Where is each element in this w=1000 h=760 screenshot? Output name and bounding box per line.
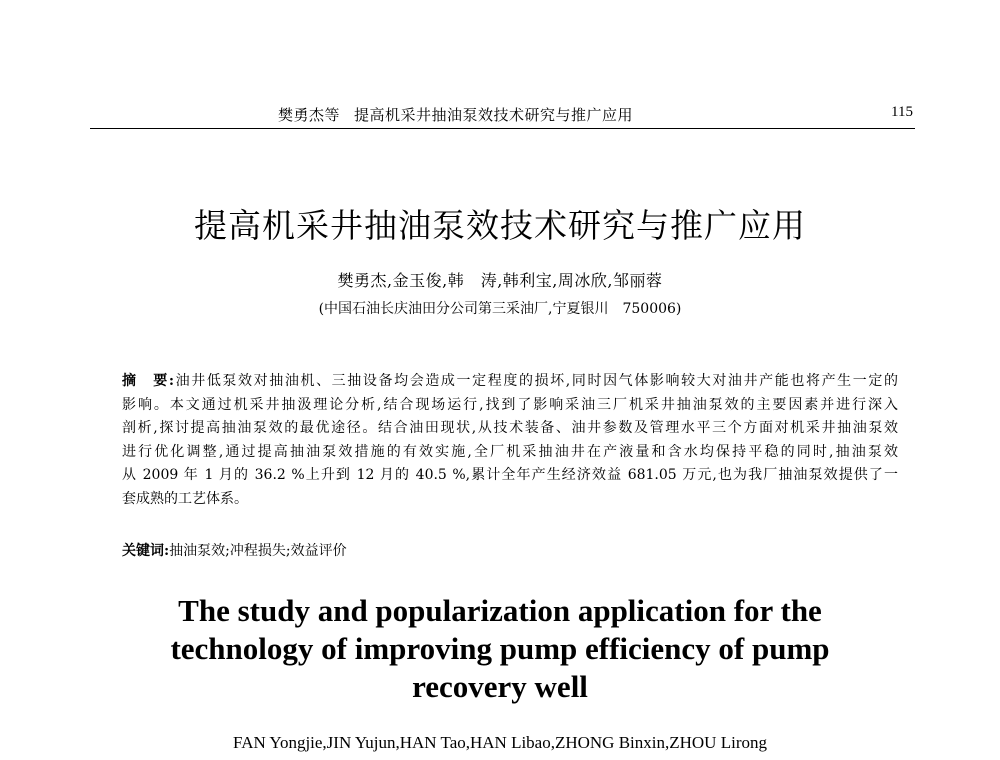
running-head	[278, 104, 633, 125]
abstract	[122, 370, 898, 512]
keywords-text: 抽油泵效;冲程损失;效益评价	[169, 543, 347, 559]
abstract-line: 影响。本文通过机采井抽汲理论分析,结合现场运行,找到了影响采油三厂机采井抽油泵效的主要因素并进行深入	[122, 396, 898, 413]
title-en-line: recovery well	[412, 669, 588, 704]
abstract-label: 摘 要:	[122, 373, 174, 389]
authors-en: FAN Yongjie,JIN Yujun,HAN Tao,HAN Libao,ZHONG Binxin,ZHOU Lirong	[233, 733, 767, 752]
running-title: 提高机采井抽油泵效技术研究与推广应用	[354, 106, 634, 124]
abstract-line: 套成熟的工艺体系。	[122, 490, 248, 507]
title-en-line: technology of improving pump efficiency of pump	[170, 631, 830, 666]
abstract-line: 剖析,探讨提高抽油泵效的最优途径。结合油田现状,从技术装备、油井参数及管理水平三个方面对机采井抽油泵效	[122, 420, 898, 437]
abstract-line	[122, 370, 898, 394]
abstract-text: 油井低泵效对抽油机、三抽设备均会造成一定程度的损坏,同时因气体影响较大对油井产能也将产生一定的	[174, 373, 898, 389]
paper-title-en	[0, 592, 1000, 706]
keywords	[122, 540, 347, 560]
page-header	[90, 104, 915, 129]
keywords-label: 关键词:	[122, 543, 170, 559]
abstract-line: 从 2009 年 1 月的 36.2 %上升到 12 月的 40.5 %,累计全年产生经济效益 681.05 万元,也为我厂抽油泵效提供了一	[122, 467, 898, 484]
title-en-line: The study and popularization application for the	[178, 593, 822, 628]
authors-cn: 樊勇杰,金玉俊,韩 涛,韩利宝,周冰欣,邹丽蓉	[337, 271, 663, 290]
running-authors: 樊勇杰等	[278, 106, 341, 124]
abstract-line: 进行优化调整,通过提高抽油泵效措施的有效实施,全厂机采抽油井在产液量和含水均保持平稳的同时,抽油泵效	[122, 443, 898, 460]
page-number: 115	[891, 104, 913, 120]
paper-title-cn: 提高机采井抽油泵效技术研究与推广应用	[194, 206, 806, 245]
affiliation-cn: (中国石油长庆油田分公司第三采油厂,宁夏银川 750006)	[318, 301, 682, 317]
